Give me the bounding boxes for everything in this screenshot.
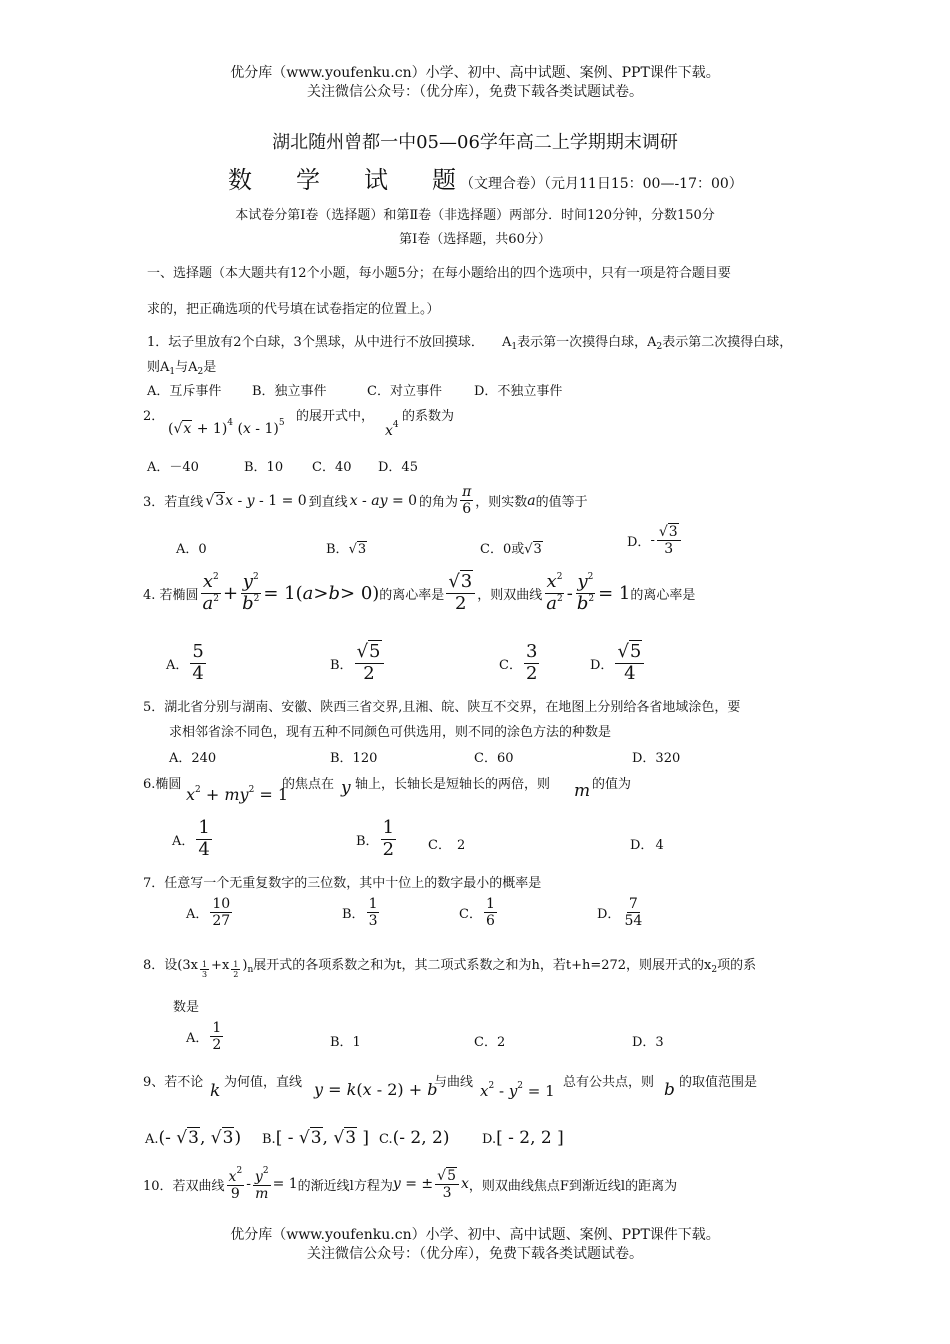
q1-text-c: 表示第二次摸得白球， xyxy=(662,335,793,350)
q6-opt-c-val: 2 xyxy=(456,838,466,853)
q1-opt-a: A．互斥事件 xyxy=(147,384,222,399)
q1-a2: A xyxy=(647,335,657,350)
q8-opt-a: A． $\frac{1}{2}$ xyxy=(186,1020,222,1054)
q5-text-b: 求相邻省涂不同色，现有五种不同颜色可供选用，则不同的涂色方法的种数是 xyxy=(169,725,612,740)
q1-opt-c: C．对立事件 xyxy=(367,384,442,399)
q8-text-b: +x xyxy=(211,958,230,973)
q8-exp2: $\frac{1}{2}$ xyxy=(233,960,239,980)
q9-opt-c: C.(- 2, 2) xyxy=(379,1128,450,1148)
q6-text-c: 轴上，长轴长是短轴长的两倍，则 xyxy=(355,777,551,792)
q10-text-c: ，则双曲线焦点F到渐近线l的距离为 xyxy=(468,1178,678,1194)
q1-a1b: A xyxy=(160,360,170,375)
q3-opt-c-label: C．0或 xyxy=(480,542,525,557)
q3-line2: x - ay = 0 xyxy=(349,492,418,509)
q4-hyperbola: $\frac{x^2}{a^2}$ - $\frac{y^2}{b^2}$ = 1 xyxy=(546,571,631,614)
header-line-1: 优分库（www.youfenku.cn）小学、初中、高中试题、案例、PPT课件下载。 xyxy=(230,65,720,81)
q8-stem: 8．设(3x $\frac{1}{3}$ +x $\frac{1}{2}$ )$_n$展开式的各项系数之和为t，其二项式系数之和为h，若t+h=272，则展开式的$x_2$项的系 xyxy=(143,958,757,980)
q6-equation: $x^2 + my^2 = 1$ xyxy=(186,785,289,804)
q4-opt-b-label: B． xyxy=(330,657,353,673)
q9-curve: $x^2 - y^2 = 1$ xyxy=(480,1081,555,1100)
q4-ellipse: $\frac{x^2}{a^2}$ + $\frac{y^2}{b^2}$ = 1( a > b > 0) xyxy=(202,571,380,614)
q7-opt-c-label: C． xyxy=(459,907,482,923)
q8-opt-c: C．2 xyxy=(474,1035,506,1050)
q4-opt-c: C． $\frac{3}{2}$ xyxy=(499,641,538,684)
q4-opt-d: D． $\frac{√5}{4}$ xyxy=(590,642,646,684)
q6-opt-a-label: A． xyxy=(172,833,195,849)
section1-text-b: 求的，把正确选项的代号填在试卷指定的位置上。） xyxy=(147,302,440,317)
q3-opt-d-label: D． xyxy=(627,535,651,551)
q1-text-b: 表示第一次摸得白球， xyxy=(517,335,648,350)
q2-x4: $x^4$ xyxy=(385,420,399,439)
q1-a2b-sub: 2 xyxy=(197,367,204,377)
q8-text-e: 项的系 xyxy=(717,958,757,973)
q4-text-b: 的离心率是 xyxy=(379,587,445,603)
q9-opt-a: A.(- √3, √3) xyxy=(145,1128,242,1148)
q8-text-d: 展开式的各项系数之和为t，其二项式系数之和为h，若t+h=272，则展开式的x xyxy=(253,958,712,973)
q2-opt-c: C．40 xyxy=(312,460,352,475)
q1-a2-sub: 2 xyxy=(656,342,663,352)
q9-opt-b: B.[ - √3, √3 ] xyxy=(262,1128,370,1148)
q4-opt-b: B． $\frac{√5}{2}$ xyxy=(330,642,386,684)
q3-text-a: 3．若直线 xyxy=(143,495,204,511)
q4-text-a: 4. 若椭圆 xyxy=(143,587,199,603)
q4-stem xyxy=(143,572,695,614)
q1-text-a: 1．坛子里放有2个白球，3个黑球，从中进行不放回摸球． xyxy=(147,335,484,350)
q6-text-d: 的值为 xyxy=(592,777,632,792)
subject-note: （文理合卷）（元月11日15：00—-17：00） xyxy=(460,176,743,192)
q4-text-d: 的离心率是 xyxy=(630,587,696,603)
q9-opt-c-label: C. xyxy=(379,1132,393,1147)
q5-text-a: 5．湖北省分别与湖南、安徽、陕西三省交界,且湘、皖、陕互不交界，在地图上分别给各省地域涂色，要 xyxy=(143,700,741,715)
q3-opt-d: D． - $\frac{√3}{3}$ xyxy=(627,524,683,557)
q6-opt-b-label: B． xyxy=(356,833,379,849)
q9-text-a: 9、若不论 xyxy=(143,1075,204,1090)
q1-text-d: 则 xyxy=(147,360,161,375)
q2-opt-a: A．－40 xyxy=(147,460,199,475)
q6-opt-a: A． $\frac{1}{4}$ xyxy=(172,817,210,860)
q5-opt-c: C．60 xyxy=(474,751,514,766)
q6-m: m xyxy=(574,781,591,801)
q4-opt-a-label: A． xyxy=(166,657,189,673)
q6-text-b: 的焦点在 xyxy=(282,777,335,792)
q1-a1-sub: 1 xyxy=(511,342,518,352)
q2-opt-d: D．45 xyxy=(378,460,418,475)
q1-opt-d: D．不独立事件 xyxy=(474,384,563,399)
q1-text-f: 是 xyxy=(203,360,217,375)
q8-text-f: 数是 xyxy=(173,1000,200,1015)
q9-opt-d: D.[ - 2, 2 ] xyxy=(482,1128,564,1148)
q10-text-b: 的渐近线l方程为 xyxy=(297,1178,393,1194)
q6-y: y xyxy=(341,778,351,798)
q8-text-a: 8．设(3x xyxy=(143,958,198,973)
exam-intro: 本试卷分第Ⅰ卷（选择题）和第Ⅱ卷（非选择题）两部分．时间120分钟，分数150分 xyxy=(235,208,715,223)
q9-text-e: 的取值范围是 xyxy=(679,1075,758,1090)
q7-opt-d-label: D． xyxy=(597,907,621,923)
q6-opt-c-label: C． xyxy=(428,838,451,853)
q6-opt-b: B． $\frac{1}{2}$ xyxy=(356,817,395,860)
part1-heading: 第Ⅰ卷（选择题，共60分） xyxy=(399,232,551,247)
q3-stem xyxy=(143,484,588,517)
subject-main: 数学试题 xyxy=(228,166,500,194)
q2-text2: 的系数为 xyxy=(402,409,455,424)
q9-opt-b-label: B. xyxy=(262,1132,276,1147)
q2-expression: $(√x + 1)^4$ (x - 1)$^5$ xyxy=(168,418,285,437)
q3-opt-a: A．0 xyxy=(176,542,207,557)
q8-n: n xyxy=(247,965,254,975)
q10-asymptote: y = ± $\frac{√5}{3}$ x xyxy=(392,1167,469,1201)
q2-num: 2． xyxy=(143,409,165,424)
q2-text: 的展开式中， xyxy=(296,409,375,424)
q4-opt-a: A． $\frac{5}{4}$ xyxy=(166,641,204,684)
q1-a2b: A xyxy=(188,360,198,375)
q9-text-b: 为何值，直线 xyxy=(224,1075,303,1090)
q6-opt-d-label: D． xyxy=(630,838,654,853)
q9-opt-d-label: D. xyxy=(482,1132,497,1147)
q3-text-d: ，则实数 xyxy=(475,495,528,511)
q9-opt-a-label: A. xyxy=(145,1132,159,1147)
q8-opt-a-label: A． xyxy=(186,1031,209,1047)
q3-angle: $\frac{\pi}{6}$ xyxy=(462,484,472,518)
q9-text-c: 与曲线 xyxy=(434,1075,474,1090)
q8-text-c: ) xyxy=(242,958,248,973)
q6-opt-d xyxy=(630,834,664,853)
footer-line-1: 优分库（www.youfenku.cn）小学、初中、高中试题、案例、PPT课件下载。 xyxy=(230,1227,720,1243)
q10-hyperbola: $\frac{x^2}{9}$ - $\frac{y^2}{m}$ = 1 xyxy=(228,1166,298,1203)
school-title: 湖北随州曾都一中05—06学年高二上学期期末调研 xyxy=(272,132,678,153)
q4-opt-d-label: D． xyxy=(590,657,614,673)
q8-opt-b: B．1 xyxy=(330,1035,361,1050)
q4-text-c: ，则双曲线 xyxy=(477,587,543,603)
q1-opt-b: B．独立事件 xyxy=(252,384,327,399)
q9-line: y = k(x - 2) + b xyxy=(314,1080,438,1099)
q3-opt-c: C．0或√3 xyxy=(480,542,542,557)
q7-text: 7．任意写一个无重复数字的三位数，其中十位上的数字最小的概率是 xyxy=(143,876,542,891)
q5-opt-b: B．120 xyxy=(330,751,378,766)
q3-line1: √3x - y - 1 = 0 xyxy=(205,492,307,509)
q6-opt-d-val: 4 xyxy=(655,838,664,853)
footer-line-2: 关注微信公众号：（优分库），免费下载各类试题试卷。 xyxy=(307,1246,643,1262)
q7-opt-c: C． $\frac{1}{6}$ xyxy=(459,896,495,930)
q9-text-d: 总有公共点，则 xyxy=(563,1075,655,1090)
q4-opt-c-label: C． xyxy=(499,657,522,673)
q3-opt-b-label: B． xyxy=(326,542,349,557)
q7-opt-b-label: B． xyxy=(342,907,365,923)
q1-a1b-sub: 1 xyxy=(169,367,176,377)
q1-stem xyxy=(147,331,792,352)
q7-opt-a: A． $\frac{10}{27}$ xyxy=(186,896,231,930)
q10-text-a: 10．若双曲线 xyxy=(143,1178,225,1194)
q9-b: b xyxy=(664,1080,675,1100)
q1-a1: A xyxy=(501,335,512,350)
section1-text-a: 一、选择题（本大题共有12个小题，每小题5分；在每小题给出的四个选项中，只有一项是符合题目要 xyxy=(147,266,731,281)
q7-opt-a-label: A． xyxy=(186,907,209,923)
subject-title xyxy=(228,160,743,195)
q3-text-c: 的角为 xyxy=(419,495,459,511)
q2-opt-b: B．10 xyxy=(244,460,284,475)
q8-opt-d: D．3 xyxy=(632,1035,664,1050)
q4-ecc: $\frac{√3}{2}$ xyxy=(446,572,475,614)
q5-opt-a: A．240 xyxy=(169,751,217,766)
q7-opt-b: B． $\frac{1}{3}$ xyxy=(342,896,378,930)
q6-text-a: 6.椭圆 xyxy=(143,777,182,792)
q3-a: a xyxy=(527,492,536,509)
q6-opt-c xyxy=(428,834,465,853)
q1-text-e: 与 xyxy=(175,360,189,375)
q10-stem xyxy=(143,1166,677,1202)
q8-exp1: $\frac{1}{3}$ xyxy=(201,960,208,980)
q3-opt-b: B．√3 xyxy=(326,542,367,557)
q7-opt-d: D． $\frac{7}{54}$ xyxy=(597,896,643,930)
q1-stem-2 xyxy=(147,356,216,377)
q9-k: k xyxy=(210,1081,221,1101)
q3-text-e: 的值等于 xyxy=(535,495,588,511)
q5-opt-d: D．320 xyxy=(632,751,681,766)
header-line-2: 关注微信公众号：（优分库），免费下载各类试题试卷。 xyxy=(307,84,643,100)
q3-text-b: 到直线 xyxy=(308,495,348,511)
